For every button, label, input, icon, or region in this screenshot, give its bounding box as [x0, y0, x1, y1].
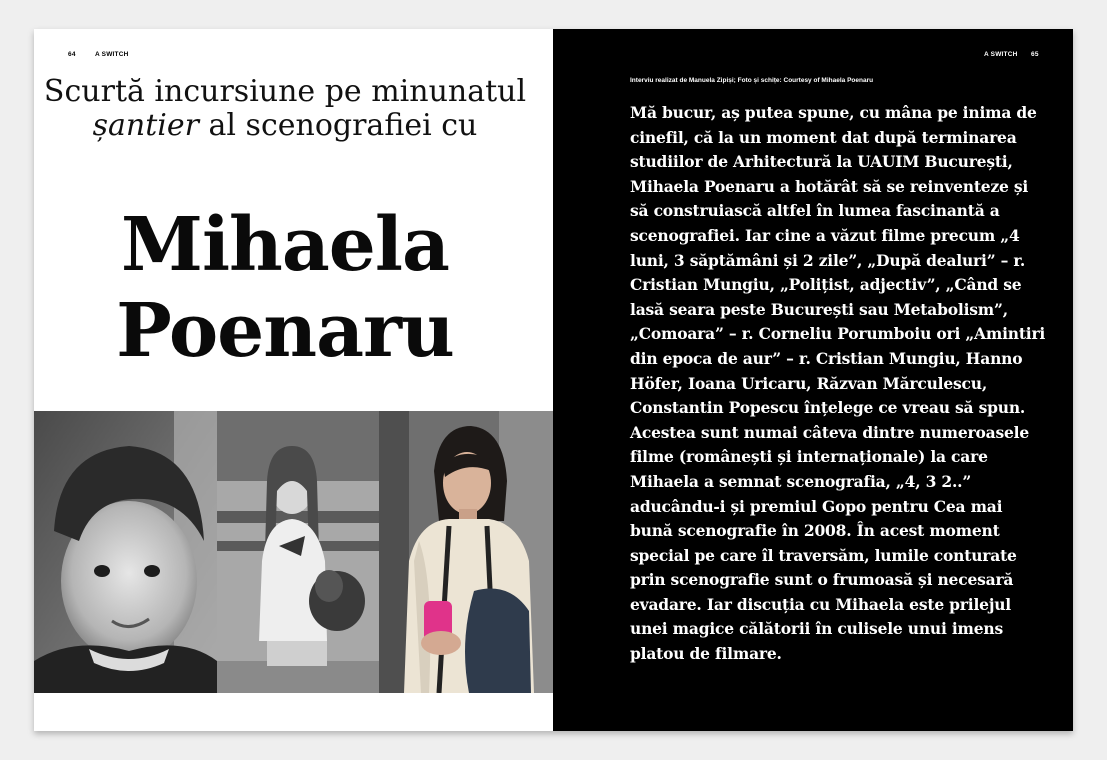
section-label-left: A SWITCH: [95, 51, 129, 58]
headline: [34, 75, 536, 143]
woman-on-set-illustration: [379, 411, 553, 693]
woman-on-set-photo: [379, 411, 553, 693]
magazine-spread: [34, 29, 1073, 731]
right-page: [553, 29, 1073, 731]
interview-credit: Interviu realizat de Manuela Zipiși; Foto și schițe: Courtesy of Mihaela Poenaru: [630, 77, 874, 84]
page-number-right: 65: [1031, 51, 1039, 58]
subject-name: [34, 202, 536, 374]
subject-first-name: Mihaela: [121, 202, 449, 288]
baby-portrait-photo: [34, 411, 217, 693]
subject-last-name: Poenaru: [116, 288, 454, 374]
headline-part-2: al scenografiei cu: [199, 108, 478, 143]
intro-paragraph: Mă bucur, aș putea spune, cu mâna pe inima de cinefil, că la un moment dat după terminarea studiilor de Arhitectură la UAUIM București, Mihaela Poenaru a hotărât să se reinventeze și să construiască altfel în lumea fascinantă a scenografiei. Iar cine a văzut filme precum „4 luni, 3 săptămâni și 2 zile”, „După dealuri” – r. Cristian Mungiu, „Polițist, adjectiv”, „Când se lasă seara peste București sau Metabolism”, „Comoara” – r. Corneliu Porumboiu ori „Amintiri din epoca de aur” – r. Cristian Mungiu, Hanno Höfer, Ioana Uricaru, Răzvan Mărculescu, Constantin Popescu înțelege ce vreau să spun. Acestea sunt numai câteva dintre numeroasele filme (românești și internaționale) la care Mihaela a semnat scenografia, „4, 3 2..” aducându-i și premiul Gopo pentru Cea mai bună scenografie în 2008. În acest moment special pe care îl traversăm, lumile conturate prin scenografie sunt o frumoasă și necesară evadare. Iar discuția cu Mihaela este prilejul unei magice călătorii în culisele unui imens platou de filmare.: [630, 103, 1046, 664]
headline-italic-word: șantier: [92, 108, 199, 143]
girl-with-dog-illustration: [217, 411, 379, 693]
photo-strip: [34, 411, 553, 693]
baby-portrait-illustration: [34, 411, 217, 693]
left-page: [34, 29, 553, 731]
girl-with-dog-photo: [217, 411, 379, 693]
section-label-right: A SWITCH: [984, 51, 1018, 58]
page-number-left: 64: [68, 51, 76, 58]
headline-part-1: Scurtă incursiune pe minunatul: [43, 74, 527, 109]
